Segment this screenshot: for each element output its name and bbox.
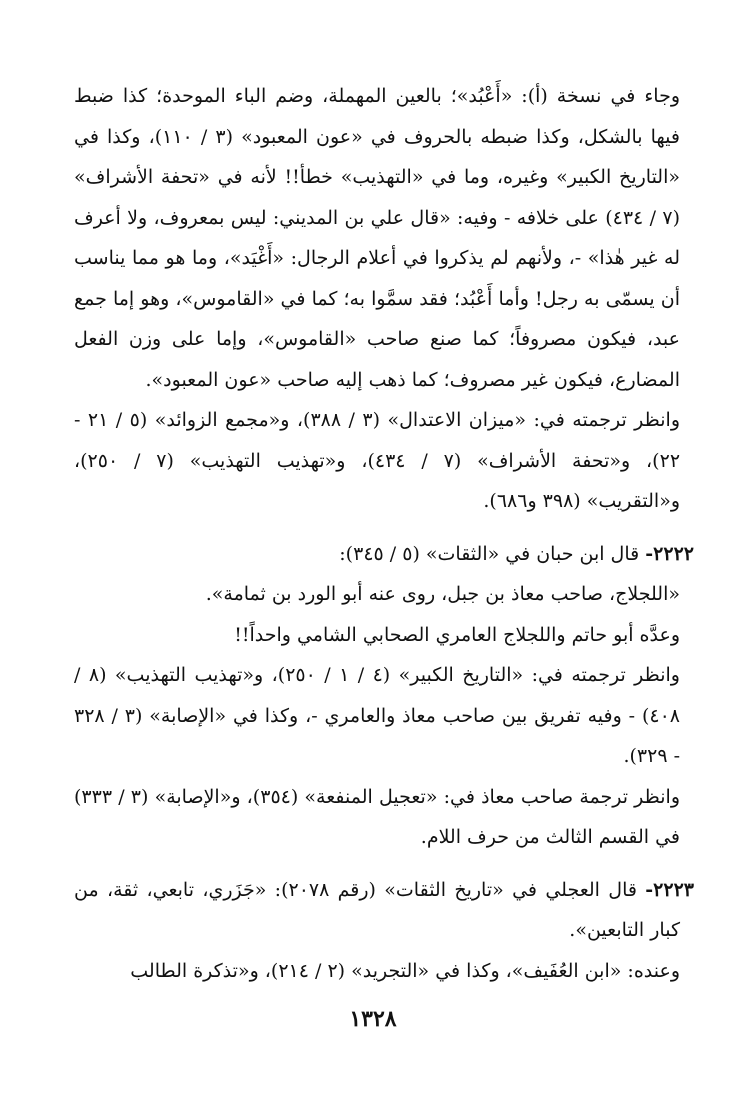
paragraph: وانظر ترجمته في: «التاريخ الكبير» (٤ / ١ / ٢٥٠)، و«تهذيب التهذيب» (٨ / ٤٠٨) - وفيه تفريق بين صاحب معاذ والعامري -، وكذا في «الإصابة» (٣ / ٣٢٨ - ٣٢٩). — [74, 664, 680, 767]
paragraph: وعدَّه أبو حاتم واللجلاج العامري الصحابي الشامي واحداً!! — [234, 623, 680, 646]
paragraph: وعنده: «ابن العُفَيف»، وكذا في «التجريد» (٢ / ٢١٤)، و«تذكرة الطالب — [130, 959, 680, 982]
paragraph: وجاء في نسخة (أ): «أَعْبُد»؛ بالعين المهملة، وضم الباء الموحدة؛ كذا ضبط فيها بالشكل، وكذا ضبطه بالحروف في «عون المعبود» (٣ / ١١٠)، وكذا في «التاريخ الكبير» وغيره، وما في «التهذيب» خطأ!! لأنه في «تحفة الأشراف» (٧ / ٤٣٤) على خلافه - وفيه: «قال علي بن المديني: ليس بمعروف، ولا أعرف له غير هٰذا» -، ولأنهم لم يذكروا في أعلام الرجال: «أَغْيَد»، وما هو مما يناسب أن يسمّى به رجل! وأما أَعْبُد؛ فقد سمَّوا به؛ كما في «القاموس»، وهو إما جمع عبد، فيكون مصروفاً؛ كما صنع صاحب «القاموس»، وإما على وزن الفعل المضارع، فيكون غير مصروف؛ كما ذهب إليه صاحب «عون المعبود». — [74, 85, 680, 391]
page-number: ١٣٢٨ — [349, 1006, 397, 1032]
entry-heading: قال العجلي في «تاريخ الثقات» (رقم ٢٠٧٨): «جَزَري، تابعي، ثقة، من كبار التابعين». — [74, 878, 680, 941]
paragraph: وانظر ترجمة صاحب معاذ في: «تعجيل المنفعة» (٣٥٤)، و«الإصابة» (٣ / ٣٣٣) في القسم الثالث من حرف اللام. — [74, 785, 680, 848]
page-body — [74, 76, 694, 991]
entry-number: ٢٢٢٢- — [645, 542, 694, 565]
paragraph: «اللجلاج، صاحب معاذ بن جبل، روى عنه أبو الورد بن ثمامة». — [205, 583, 680, 605]
spacer — [74, 522, 680, 534]
spacer — [74, 858, 680, 870]
paragraph: وانظر ترجمته في: «ميزان الاعتدال» (٣ / ٣٨٨)، و«مجمع الزوائد» (٥ / ٢١ - ٢٢)، و«تحفة الأشراف» (٧ / ٤٣٤)، و«تهذيب التهذيب» (٧ / ٢٥٠)، و«التقريب» (٣٩٨ و٦٨٦). — [74, 409, 681, 512]
entry-number: ٢٢٢٣- — [645, 878, 694, 901]
entry-2222 — [74, 534, 694, 575]
entry-2223 — [74, 870, 694, 951]
entry-heading: قال ابن حبان في «الثقات» (٥ / ٣٤٥): — [339, 542, 646, 565]
